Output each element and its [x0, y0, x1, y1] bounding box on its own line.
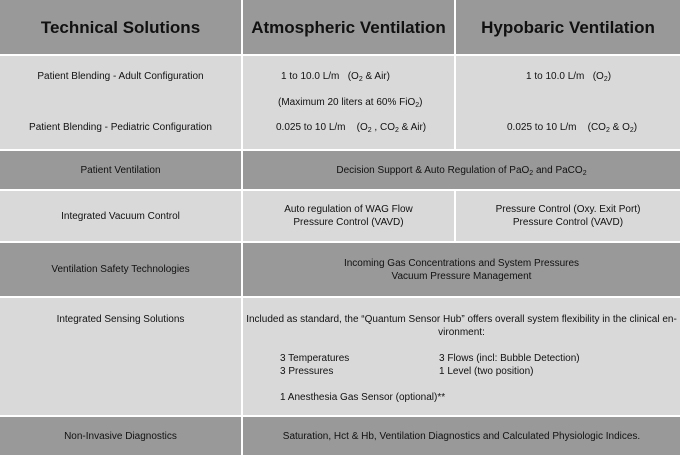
ventilation-value: Decision Support & Auto Regulation of PaO$_2$ and PaCO$_2$ [336, 164, 587, 177]
vacuum-atm-line1: Auto regulation of WAG Flow [284, 204, 413, 215]
sensing-intro-line1: Included as standard, the “Quantum Sensor Hub” offers overall system flexibility in the clinical en- [246, 314, 677, 325]
safety-label-cell: Ventilation Safety Technologies [0, 243, 241, 296]
diagnostics-value-cell: Saturation, Hct & Hb, Ventilation Diagnostics and Calculated Physiologic Indices. [243, 417, 680, 455]
vacuum-hyp-line2: Pressure Control (VAVD) [512, 217, 624, 228]
adult-hyp-flow: 1 to 10.0 L/m $(O_2)$ [526, 71, 612, 83]
sensing-value-cell [243, 298, 680, 415]
vacuum-atm-line2: Pressure Control (VAVD) [293, 217, 404, 228]
adult-config-label: Patient Blending - Adult Configuration [37, 71, 204, 82]
sensing-intro-line2: vironment: [438, 327, 485, 338]
header-atmospheric-ventilation: Atmospheric Ventilation [243, 0, 454, 54]
pediatric-config-label: Patient Blending - Pediatric Configuration [29, 122, 212, 133]
sensing-flows: 3 Flows (incl: Bubble Detection) [439, 353, 580, 364]
ventilation-label-cell: Patient Ventilation [0, 151, 241, 189]
safety-value-cell [243, 243, 680, 296]
sensing-label: Integrated Sensing Solutions [56, 314, 185, 325]
blending-hypobaric-cell [456, 56, 680, 149]
vacuum-label-cell: Integrated Vacuum Control [0, 191, 241, 241]
ventilation-value-cell [243, 151, 680, 189]
safety-line2: Vacuum Pressure Management [391, 270, 532, 282]
sensing-anesthesia: 1 Anesthesia Gas Sensor (optional)** [280, 392, 446, 403]
header-hypobaric-ventilation: Hypobaric Ventilation [456, 0, 680, 54]
blending-label-cell [0, 56, 241, 149]
ped-atm-flow: 0.025 to 10 L/m ($O_2$ , $CO_2$ & Air) [276, 122, 427, 134]
sensing-pressures: 3 Pressures [280, 366, 334, 377]
header-technical-solutions: Technical Solutions [0, 0, 241, 54]
vacuum-atmospheric-cell [243, 191, 454, 241]
ped-hyp-flow: 0.025 to 10 L/m ($CO_2$ & $O_2$) [507, 122, 638, 134]
sensing-level: 1 Level (two position) [439, 366, 534, 377]
safety-line1: Incoming Gas Concentrations and System Pressures [343, 257, 580, 269]
blending-atmospheric-cell [243, 56, 454, 149]
vacuum-hypobaric-cell [456, 191, 680, 241]
max-flow-note: (Maximum 20 liters at 60% FiO$_2$) [278, 97, 423, 109]
diagnostics-label-cell: Non-Invasive Diagnostics [0, 417, 241, 455]
sensing-label-cell [0, 298, 241, 415]
adult-atm-flow: 1 to 10.0 L/m ($O_2$ & Air) [281, 71, 390, 83]
sensing-temperatures: 3 Temperatures [280, 353, 350, 364]
vacuum-hyp-line1: Pressure Control (Oxy. Exit Port) [495, 204, 641, 215]
